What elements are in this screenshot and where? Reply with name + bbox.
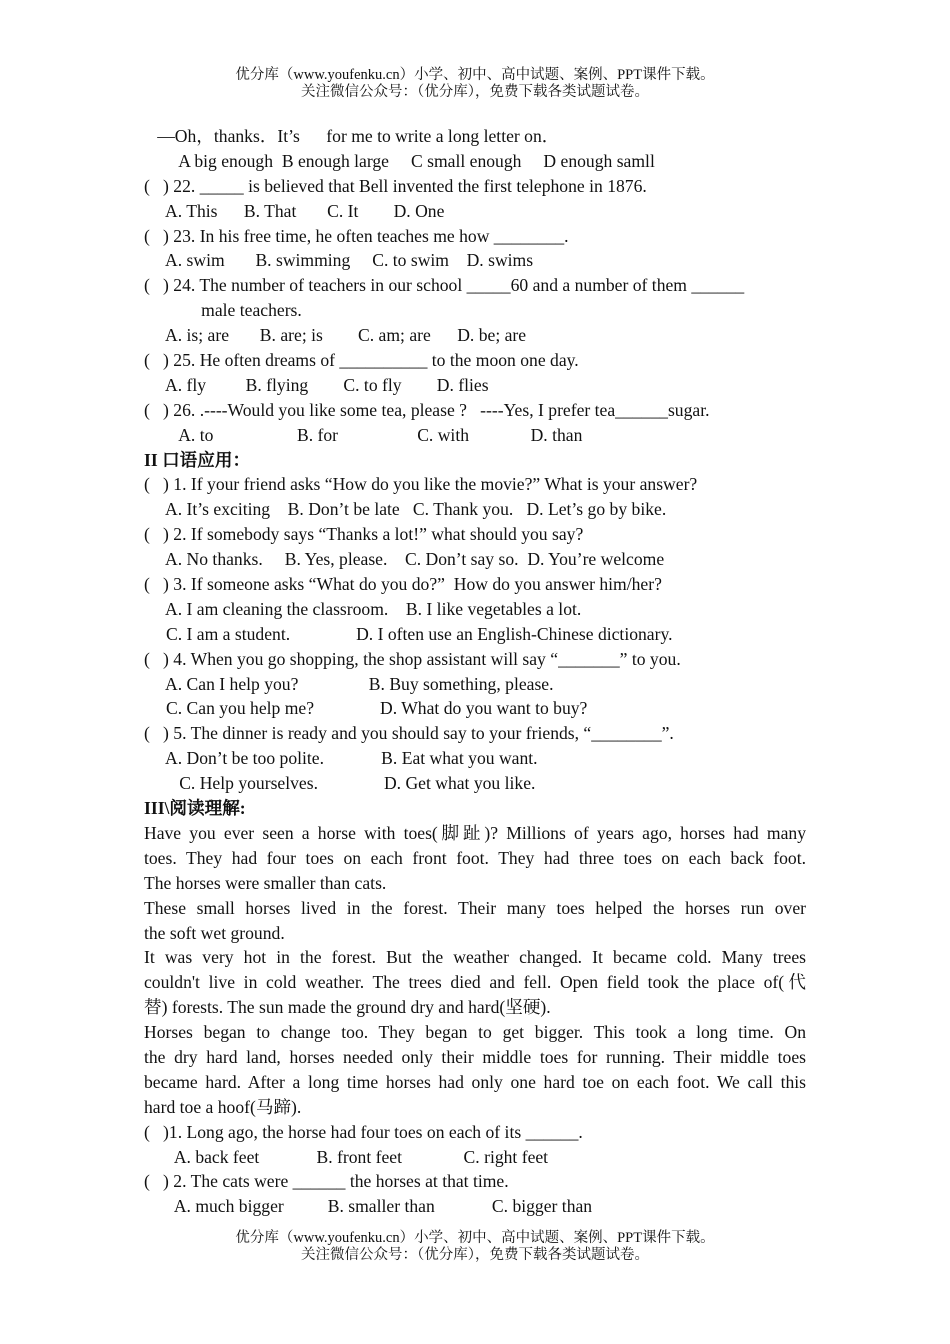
text-line: ( ) 2. If somebody says “Thanks a lot!” what should you say? bbox=[144, 524, 584, 545]
section-heading: III\阅读理解: bbox=[144, 798, 246, 819]
text-line: A. back feet B. front feet C. right feet bbox=[144, 1146, 549, 1167]
passage-line: the soft wet ground. bbox=[144, 922, 285, 943]
text-line: A. fly B. flying C. to fly D. flies bbox=[144, 374, 489, 395]
text-line: A big enough B enough large C small enough D enough samll bbox=[144, 150, 655, 171]
text-line: A. Don’t be too polite. B. Eat what you want. bbox=[144, 748, 538, 769]
text-line: C. I am a student. D. I often use an English-Chinese dictionary. bbox=[144, 623, 673, 644]
passage-line: The horses were smaller than cats. bbox=[144, 872, 387, 893]
text-line: ( ) 25. He often dreams of __________ to the moon one day. bbox=[144, 350, 579, 371]
text-line: ( ) 1. If your friend asks “How do you like the movie?” What is your answer? bbox=[144, 474, 698, 495]
text-line: ( ) 3. If someone asks “What do you do?” How do you answer him/her? bbox=[144, 574, 662, 595]
text-line: A. is; are B. are; is C. am; are D. be; are bbox=[144, 325, 527, 346]
exam-content bbox=[144, 124, 806, 1219]
text-line: A. much bigger B. smaller than C. bigger than bbox=[144, 1196, 593, 1217]
text-line: ( ) 4. When you go shopping, the shop assistant will say “_______” to you. bbox=[144, 648, 681, 669]
text-line: ( ) 2. The cats were ______ the horses at that time. bbox=[144, 1171, 509, 1192]
text-line: A. Can I help you? B. Buy something, please. bbox=[144, 673, 554, 694]
section-heading: II 口语应用： bbox=[144, 449, 251, 470]
passage-line: hard toe a hoof(马蹄). bbox=[144, 1096, 302, 1117]
text-line: ( ) 5. The dinner is ready and you should say to your friends, “________”. bbox=[144, 723, 674, 744]
footer-line-2: 关注微信公众号：（优分库），免费下载各类试题试卷。 bbox=[301, 1247, 649, 1263]
text-line: ( ) 23. In his free time, he often teaches me how ________. bbox=[144, 225, 569, 246]
passage-line: These small horses lived in the forest. Their many toes helped the horses run over bbox=[144, 897, 806, 918]
text-line: A. swim B. swimming C. to swim D. swims bbox=[144, 250, 534, 271]
passage-line: became hard. After a long time horses had only one hard toe on each foot. We call this bbox=[144, 1071, 806, 1092]
footer-line-1: 优分库（www.youfenku.cn）小学、初中、高中试题、案例、PPT课件下载。 bbox=[235, 1230, 715, 1246]
text-line: A. I am cleaning the classroom. B. I like vegetables a lot. bbox=[144, 598, 582, 619]
header-line-1: 优分库（www.youfenku.cn）小学、初中、高中试题、案例、PPT课件下载。 bbox=[235, 67, 715, 83]
header-line-2: 关注微信公众号：（优分库），免费下载各类试题试卷。 bbox=[301, 84, 649, 100]
text-line: C. Can you help me? D. What do you want to buy? bbox=[144, 698, 588, 719]
text-line: A. to B. for C. with D. than bbox=[144, 424, 583, 445]
text-line: ( )1. Long ago, the horse had four toes on each of its ______. bbox=[144, 1121, 583, 1142]
text-line: C. Help yourselves. D. Get what you like. bbox=[144, 773, 536, 794]
text-line: male teachers. bbox=[144, 300, 302, 321]
text-line: A. It’s exciting B. Don’t be late C. Thank you. D. Let’s go by bike. bbox=[144, 499, 667, 520]
page-footer bbox=[0, 1230, 950, 1264]
passage-line: 替) forests. The sun made the ground dry and hard(坚硬). bbox=[144, 997, 551, 1018]
passage-line: the dry hard land, horses needed only their middle toes for running. Their middle toes bbox=[144, 1046, 806, 1067]
text-line: ( ) 24. The number of teachers in our school _____60 and a number of them ______ bbox=[144, 275, 745, 296]
passage-line: It was very hot in the forest. But the weather changed. It became cold. Many trees bbox=[144, 947, 806, 968]
text-line: ( ) 26. .----Would you like some tea, please ? ----Yes, I prefer tea______sugar. bbox=[144, 399, 710, 420]
passage-line: toes. They had four toes on each front foot. They had three toes on each back foot. bbox=[144, 847, 806, 868]
passage-line: Have you ever seen a horse with toes(脚趾)? Millions of years ago, horses had many bbox=[144, 822, 806, 843]
text-line: ( ) 22. _____ is believed that Bell invented the first telephone in 1876. bbox=[144, 175, 647, 196]
passage-line: couldn't live in cold weather. The trees died and fell. Open field took the place of(代 bbox=[144, 972, 806, 993]
text-line: A. No thanks. B. Yes, please. C. Don’t say so. D. You’re welcome bbox=[144, 549, 665, 570]
passage-line: Horses began to change too. They began to get bigger. This took a long time. On bbox=[144, 1022, 806, 1043]
text-line: A. This B. That C. It D. One bbox=[144, 200, 445, 221]
text-line: —Oh，thanks．It’s for me to write a long letter on． bbox=[144, 126, 560, 146]
page-header bbox=[0, 67, 950, 101]
